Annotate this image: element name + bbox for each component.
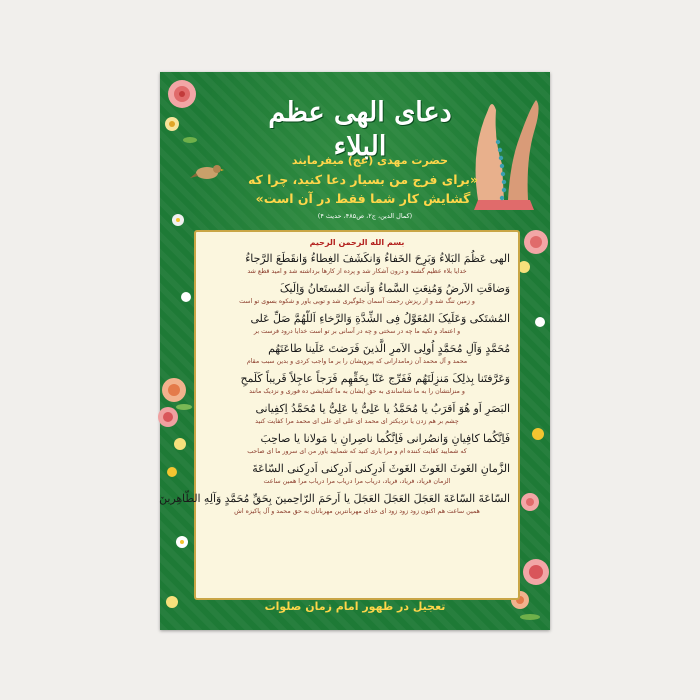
persian-translation: و زمین تنگ شد و از ریزش رحمت آسمان جلوگیری شد و تویی یاور و شکوه بسوی تو است — [239, 298, 475, 305]
persian-translation: و اعتماد و تکیه ما چه در سختی و چه در آسانی بر تو است خدایا درود فرست بر — [253, 328, 461, 335]
arabic-line: المُشتَکی وَعَلَیکَ المُعَوَّلُ فِی الشِّدَّةِ وَالرَّخاءِ اَللّهُمَّ صَلِّ عَلی — [250, 312, 510, 325]
arabic-line: الزَّمانِ الغَوثَ الغَوثَ الغَوثَ اَدرِکنی اَدرِکنی اَدرِکنی السّاعَةَ — [252, 462, 510, 475]
verse-item — [204, 431, 510, 456]
arabic-line: وَضاقَتِ الاَرضُ وَمُنِعَتِ السَّماءُ وَاَنتَ المُستَعانُ وَاِلَیکَ — [279, 282, 510, 295]
bismillah: بسم الله الرحمن الرحیم — [309, 238, 405, 247]
persian-translation: محمد و آل محمد آن زمامدارانی که پیرویشان را بر ما واجب کردی و بدین سبب مقام — [246, 358, 468, 365]
arabic-line: البَصَرِ اَو هُوَ اَقرَبُ یا مُحَمَّدُ یا عَلِیُّ یا عَلِیُّ یا مُحَمَّدُ اِکفِیانی — [255, 402, 510, 415]
arabic-line: فَاِنَّکُما کافِیانِ وَانصُرانی فَاِنَّکُما ناصِرانِ یا مَولانا یا صاحِبَ — [260, 432, 510, 445]
persian-translation: چشم بر هم زدن یا نزدیکتر ای محمد ای علی ای علی ای محمد مرا کفایت کنید — [255, 418, 459, 425]
verse-list — [159, 251, 510, 516]
persian-translation: خدایا بلاء عظیم گشته و درون آشکار شد و پرده از کارها برداشته شد و امید قطع شد — [247, 268, 467, 275]
prayer-title: دعای الهی عظم البلاء — [268, 97, 452, 162]
prayer-poster — [160, 72, 550, 630]
arabic-line: الهی عَظُمَ البَلاءُ وَبَرِحَ الخَفاءُ وَانکَشَفَ الغِطاءُ وَانقَطَعَ الرَّجاءُ — [245, 252, 510, 265]
verse-item — [204, 461, 510, 486]
arabic-line: وَعَرَّفتَنا بِذلِکَ مَنزِلَتَهُم فَفَرِّج عَنّا بِحَقِّهِم فَرَجاً عاجِلاً قَریباً کَلَمحِ — [240, 372, 510, 385]
prayer-text-panel — [159, 230, 520, 600]
verse-item — [204, 341, 510, 366]
persian-translation: همین ساعت هم اکنون زود زود زود ای خدای مهربانترین مهربانان به حق محمد و آل پاکیزه اش — [234, 508, 480, 515]
arabic-line: السّاعَةَ السّاعَةَ العَجَلَ العَجَلَ العَجَلَ یا اَرحَمَ الرّاحِمینَ بِحَقِّ مُحَمَّدٍ وَآلِهِ الطّاهِرینَ — [159, 492, 510, 505]
verse-item — [204, 371, 510, 396]
persian-translation: الزمان فریاد، فریاد، فریاد، دریاب مرا دریاب مرا دریاب مرا همین ساعت — [263, 478, 451, 485]
persian-translation: که شمایید کفایت کننده ام و مرا یاری کنید که شمایید یاور من ای سرور ما ای صاحب — [247, 448, 467, 455]
persian-translation: و منزلتشان را به ما شناساندی به حق ایشان به ما گشایشی ده فوری و نزدیک مانند — [249, 388, 465, 395]
verse-item — [204, 281, 510, 306]
bird-icon — [190, 160, 224, 184]
prayer-subtitle: حضرت مهدی (عج) میفرمایند — [291, 154, 449, 167]
verse-item — [204, 311, 510, 336]
prayer-quote: «برای فرج من بسیار دعا کنید، چرا که گشایش کار شما فقط در آن است» — [247, 172, 479, 206]
quote-reference: (کمال الدین، ج۲، ص۴۸۵، حدیث ۴) — [317, 212, 413, 220]
verse-item — [159, 491, 510, 516]
footer-salawat: تعجیل در ظهور امام زمان صلوات — [264, 600, 446, 613]
verse-item — [204, 251, 510, 276]
verse-item — [204, 401, 510, 426]
arabic-line: مُحَمَّدٍ وَآلِ مُحَمَّدٍ اُولِی الاَمرِ الَّذینَ فَرَضتَ عَلَینا طاعَتَهُم — [268, 342, 510, 355]
